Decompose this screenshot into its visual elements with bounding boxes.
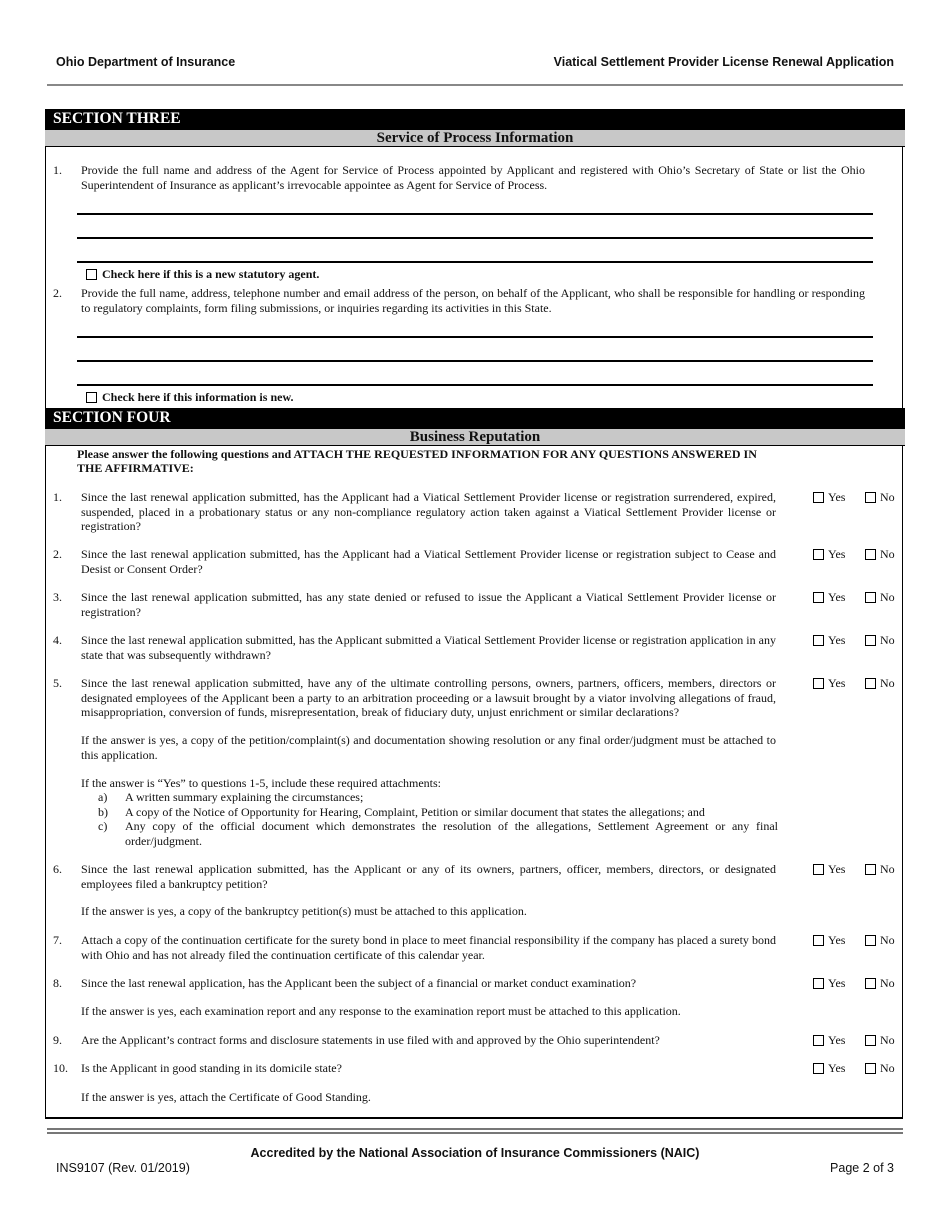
s4-q5-number: 5. xyxy=(53,676,62,690)
s4-q1-no-checkbox[interactable] xyxy=(865,492,876,503)
section-four-instructions: Please answer the following questions and ATTACH THE REQUESTED INFORMATION FOR ANY QUESTIONS ANSWERED IN THE AFFIRMATIVE: xyxy=(77,447,757,475)
no-label: No xyxy=(880,1033,895,1047)
s3-q2-answer-line-1[interactable] xyxy=(77,336,873,338)
s4-q3-yes[interactable] xyxy=(813,590,845,605)
yes-label: Yes xyxy=(828,976,846,990)
list-text: A written summary explaining the circumstances; xyxy=(125,790,364,804)
s4-q10-no[interactable] xyxy=(865,1061,895,1076)
list-item xyxy=(98,819,778,848)
s4-q6-text: Since the last renewal application submitted, has the Applicant or any of its owners, partners, officer, members, directors, or designated employees filed a bankruptcy petition? xyxy=(81,862,776,891)
no-label: No xyxy=(880,547,895,561)
s4-q8-number: 8. xyxy=(53,976,62,990)
list-text: A copy of the Notice of Opportunity for Hearing, Complaint, Petition or similar document that states the allegations; and xyxy=(125,804,705,819)
s4-q7-no-checkbox[interactable] xyxy=(865,935,876,946)
s4-q3-no-checkbox[interactable] xyxy=(865,592,876,603)
list-item xyxy=(98,805,778,820)
s4-q8-no-checkbox[interactable] xyxy=(865,978,876,989)
s4-q7-number: 7. xyxy=(53,933,62,947)
section-four-subtitle: Business Reputation xyxy=(45,428,905,446)
s4-q9-yes[interactable] xyxy=(813,1033,845,1048)
no-label: No xyxy=(880,490,895,504)
s4-q9-no-checkbox[interactable] xyxy=(865,1035,876,1046)
s4-q3-yes-checkbox[interactable] xyxy=(813,592,824,603)
s4-q8-yes-checkbox[interactable] xyxy=(813,978,824,989)
s4-q4-yes[interactable] xyxy=(813,633,845,648)
s4-q1-yes[interactable] xyxy=(813,490,845,505)
footer-page-number: Page 2 of 3 xyxy=(830,1161,894,1175)
s4-q3-no[interactable] xyxy=(865,590,895,605)
s3-q1-number: 1. xyxy=(53,163,62,177)
s4-q9-text: Are the Applicant’s contract forms and disclosure statements in use filed with and approved by the Ohio superintendent? xyxy=(81,1033,660,1047)
info-is-new-label: Check here if this information is new. xyxy=(102,390,294,404)
s4-q2-no[interactable] xyxy=(865,547,895,562)
s4-q2-no-checkbox[interactable] xyxy=(865,549,876,560)
info-is-new-checkbox[interactable] xyxy=(86,392,97,403)
s4-q7-text: Attach a copy of the continuation certificate for the surety bond in place to meet financial responsibility if the company has placed a surety bond with Ohio and has not already filed the continuation certificate of this calendar year. xyxy=(81,933,776,962)
s4-q9-number: 9. xyxy=(53,1033,62,1047)
s4-q10-no-checkbox[interactable] xyxy=(865,1063,876,1074)
new-statutory-agent-label: Check here if this is a new statutory agent. xyxy=(102,267,320,281)
header-form-title: Viatical Settlement Provider License Renewal Application xyxy=(553,55,894,69)
yes-label: Yes xyxy=(828,633,846,647)
no-label: No xyxy=(880,862,895,876)
s4-q3-text: Since the last renewal application submitted, has any state denied or refused to issue the Applicant a Viatical Settlement Provider license or registration? xyxy=(81,590,776,619)
yes-label: Yes xyxy=(828,490,846,504)
list-marker: a) xyxy=(98,790,108,804)
section-four-title: SECTION FOUR xyxy=(45,408,905,428)
s4-q7-no[interactable] xyxy=(865,933,895,948)
s3-q2-answer-line-3[interactable] xyxy=(77,384,873,386)
s4-q1-yes-checkbox[interactable] xyxy=(813,492,824,503)
header-rule xyxy=(47,84,903,86)
s4-q4-no[interactable] xyxy=(865,633,895,648)
s3-q2-answer-line-2[interactable] xyxy=(77,360,873,362)
yes-label: Yes xyxy=(828,862,846,876)
new-statutory-agent-checkbox[interactable] xyxy=(86,269,97,280)
list-marker: b) xyxy=(98,804,108,819)
attachments-intro: If the answer is “Yes” to questions 1-5, include these required attachments: xyxy=(81,776,442,790)
s3-q1-check-row[interactable] xyxy=(86,267,319,282)
s4-q5-note: If the answer is yes, a copy of the petition/complaint(s) and documentation showing resolution or any final order/judgment must be attached to this application. xyxy=(81,733,776,762)
no-label: No xyxy=(880,633,895,647)
s4-q10-yes-checkbox[interactable] xyxy=(813,1063,824,1074)
s4-q5-no-checkbox[interactable] xyxy=(865,678,876,689)
list-text: Any copy of the official document which demonstrates the resolution of the allegations, Settlement Agreement or any final order/judgment. xyxy=(125,819,778,848)
s4-q5-no[interactable] xyxy=(865,676,895,691)
s4-q10-yes[interactable] xyxy=(813,1061,845,1076)
s4-q2-number: 2. xyxy=(53,547,62,561)
s3-q1-text: Provide the full name and address of the Agent for Service of Process appointed by Applicant and registered with Ohio’s Secretary of State or list the Ohio Superintendent of Insurance as applicant’s irrevocable appointee as Agent for Service of Process. xyxy=(81,163,865,192)
s4-q9-yes-checkbox[interactable] xyxy=(813,1035,824,1046)
attachments-list xyxy=(98,790,778,848)
s4-q2-text: Since the last renewal application submitted, has the Applicant had a Viatical Settlement Provider license or registration subject to Cease and Desist or Consent Order? xyxy=(81,547,776,576)
yes-label: Yes xyxy=(828,676,846,690)
s4-q6-no-checkbox[interactable] xyxy=(865,864,876,875)
s4-q10-number: 10. xyxy=(53,1061,68,1075)
footer-rule xyxy=(47,1132,903,1134)
s4-q2-yes[interactable] xyxy=(813,547,845,562)
s4-q4-text: Since the last renewal application submitted, has the Applicant submitted a Viatical Settlement Provider license or registration application in any state that was subsequently withdrawn? xyxy=(81,633,776,662)
s4-q2-yes-checkbox[interactable] xyxy=(813,549,824,560)
yes-label: Yes xyxy=(828,1033,846,1047)
s4-q6-no[interactable] xyxy=(865,862,895,877)
s4-q6-yes[interactable] xyxy=(813,862,845,877)
s4-q3-number: 3. xyxy=(53,590,62,604)
s4-q7-yes-checkbox[interactable] xyxy=(813,935,824,946)
s4-q8-no[interactable] xyxy=(865,976,895,991)
yes-label: Yes xyxy=(828,547,846,561)
no-label: No xyxy=(880,590,895,604)
s4-q5-yes[interactable] xyxy=(813,676,845,691)
s3-q1-answer-line-1[interactable] xyxy=(77,213,873,215)
footer-form-number: INS9107 (Rev. 01/2019) xyxy=(56,1161,190,1175)
no-label: No xyxy=(880,676,895,690)
s4-q5-yes-checkbox[interactable] xyxy=(813,678,824,689)
list-item xyxy=(98,790,778,805)
s3-q2-check-row[interactable] xyxy=(86,390,293,405)
s3-q2-text: Provide the full name, address, telephone number and email address of the person, on behalf of the Applicant, who shall be responsible for handling or responding to regulatory complaints, form filing submissions, or inquiries regarding its activities in this State. xyxy=(81,286,865,315)
yes-label: Yes xyxy=(828,1061,846,1075)
s4-q7-yes[interactable] xyxy=(813,933,845,948)
s4-q4-yes-checkbox[interactable] xyxy=(813,635,824,646)
no-label: No xyxy=(880,976,895,990)
list-marker: c) xyxy=(98,819,108,833)
s4-q8-yes[interactable] xyxy=(813,976,845,991)
s4-q6-number: 6. xyxy=(53,862,62,876)
s4-q10-text: Is the Applicant in good standing in its domicile state? xyxy=(81,1061,342,1075)
no-label: No xyxy=(880,1061,895,1075)
s4-q1-number: 1. xyxy=(53,490,62,504)
s3-q2-number: 2. xyxy=(53,286,62,300)
footer-accreditation: Accredited by the National Association of Insurance Commissioners (NAIC) xyxy=(250,1146,700,1160)
s4-q8-text: Since the last renewal application, has the Applicant been the subject of a financial or market conduct examination? xyxy=(81,976,637,990)
s4-q4-no-checkbox[interactable] xyxy=(865,635,876,646)
s4-q1-text: Since the last renewal application submitted, has the Applicant had a Viatical Settlement Provider license or registration surrendered, expired, suspended, placed in a probationary status or any non-compliance regulatory action taken against a Viatical Settlement Provider license or registration? xyxy=(81,490,776,533)
s4-q6-note: If the answer is yes, a copy of the bankruptcy petition(s) must be attached to this application. xyxy=(81,904,527,918)
s3-q1-answer-line-2[interactable] xyxy=(77,237,873,239)
footer-rule xyxy=(47,1128,903,1130)
header-agency: Ohio Department of Insurance xyxy=(56,55,236,69)
no-label: No xyxy=(880,933,895,947)
s4-q4-number: 4. xyxy=(53,633,62,647)
s4-q10-note: If the answer is yes, attach the Certificate of Good Standing. xyxy=(81,1090,371,1104)
yes-label: Yes xyxy=(828,590,846,604)
s4-q5-text: Since the last renewal application submitted, have any of the ultimate controlling persons, owners, partners, officers, members, directors or designated employees of the Applicant been a party to an arbitration proceeding or a lawsuit brought by a viator involving allegations of fraud, misappropriation, conversion of funds, misrepresentation, break of fiduciary duty, unjust enrichment or similar declarations? xyxy=(81,676,776,719)
s4-q6-yes-checkbox[interactable] xyxy=(813,864,824,875)
yes-label: Yes xyxy=(828,933,846,947)
s3-q1-answer-line-3[interactable] xyxy=(77,261,873,263)
s4-q8-note: If the answer is yes, each examination report and any response to the examination report must be attached to this application. xyxy=(81,1004,681,1018)
section-three-subtitle: Service of Process Information xyxy=(45,129,905,147)
section-three-title: SECTION THREE xyxy=(45,109,905,129)
s4-q9-no[interactable] xyxy=(865,1033,895,1048)
s4-q1-no[interactable] xyxy=(865,490,895,505)
